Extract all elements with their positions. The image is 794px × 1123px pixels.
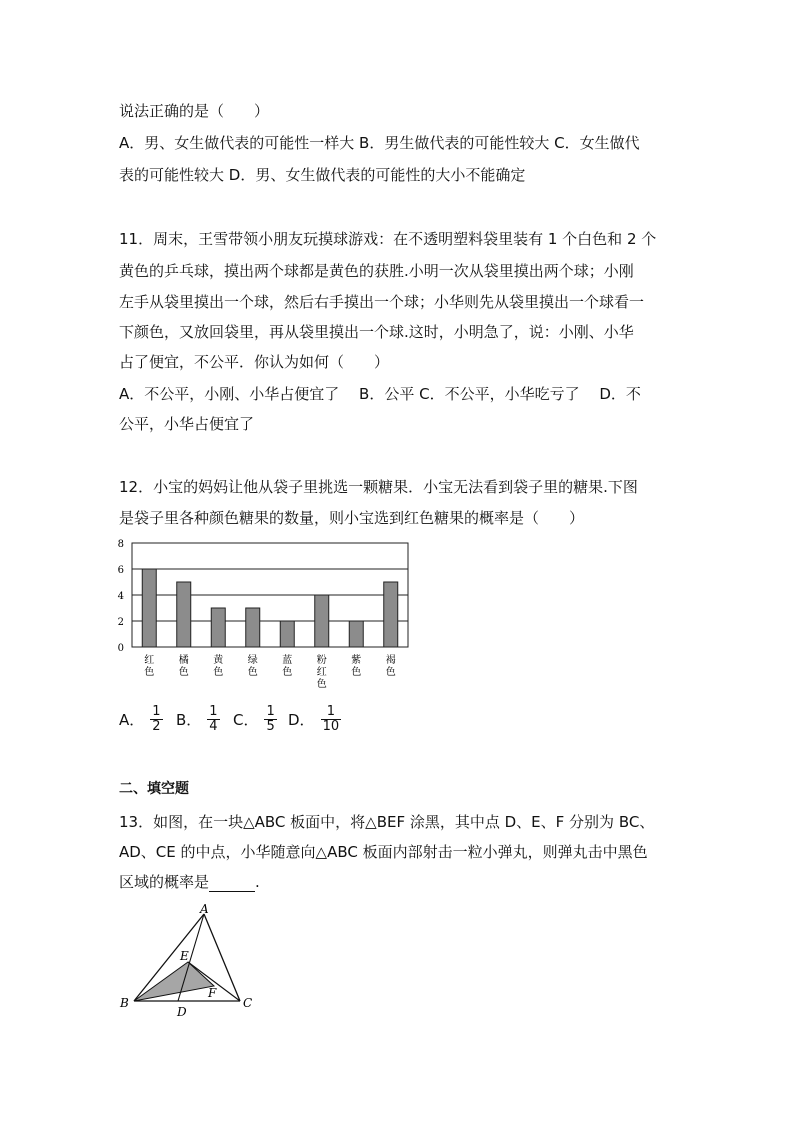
q11-line-1: 11．周末，王雪带领小朋友玩摸球游戏：在不透明塑料袋里装有 1 个白色和 2 个: [119, 230, 657, 248]
chart-x-tick-label: 色: [213, 667, 224, 678]
fraction: [207, 705, 219, 734]
fraction-numerator: 1: [321, 705, 342, 720]
chart-x-tick-label: 色: [178, 667, 189, 678]
label-d: D: [177, 1005, 187, 1019]
q11-line-2: 黄色的乒乓球，摸出两个球都是黄色的获胜.小明一次从袋里摸出两个球；小刚: [119, 262, 634, 280]
fraction-numerator: 1: [266, 704, 275, 719]
chart-bar: [384, 582, 398, 647]
q11-line-7: 公平，小华占便宜了: [119, 415, 255, 433]
fraction-numerator: 1: [152, 704, 161, 719]
chart-x-tick-label: 色: [385, 667, 396, 678]
chart-x-tick-label: 绿: [247, 655, 258, 666]
chart-x-tick-label: 紫: [351, 655, 362, 666]
candy-color-bar-chart: [112, 536, 422, 696]
option-label: D．: [288, 710, 315, 729]
chart-bar: [280, 621, 294, 647]
fraction: [264, 705, 276, 734]
chart-x-tick-label: 蓝: [282, 655, 293, 666]
chart-bar: [315, 595, 329, 647]
chart-bar: [246, 608, 260, 647]
chart-bars: [142, 569, 398, 647]
fraction-denominator: 5: [266, 719, 275, 734]
chart-x-tick-label: 色: [144, 667, 155, 678]
answer-blank: [209, 875, 255, 892]
q12-line-2: 是袋子里各种颜色糖果的数量，则小宝选到红色糖果的概率是（ ）: [119, 509, 585, 527]
q10-line-2: A．男、女生做代表的可能性一样大 B．男生做代表的可能性较大 C．女生做代: [119, 134, 640, 152]
chart-x-tick-label: 红: [316, 667, 327, 678]
fraction: [150, 705, 162, 734]
q13-line-3: [119, 872, 260, 892]
chart-x-tick-label: 红: [144, 655, 155, 666]
chart-y-tick-label: 4: [117, 591, 124, 602]
q10-line-1: 说法正确的是（ ）: [119, 102, 270, 120]
q13-line-2: AD、CE 的中点，小华随意向△ABC 板面内部射击一粒小弹丸，则弹丸击中黑色: [119, 843, 648, 861]
q12-option-a: [119, 705, 165, 734]
label-a: A: [200, 902, 209, 916]
option-label: C．: [233, 710, 259, 729]
chart-y-tick-label: 0: [117, 643, 124, 654]
q13-line-3-text: 区域的概率是: [119, 873, 210, 891]
q12-option-c: [233, 705, 279, 734]
chart-x-tick-label: 色: [351, 667, 362, 678]
chart-y-tick-label: 2: [117, 617, 124, 628]
label-e: E: [180, 949, 189, 963]
fraction-denominator: 2: [152, 719, 161, 734]
label-c: C: [243, 996, 253, 1010]
fraction-numerator: 1: [209, 704, 218, 719]
fraction: [321, 705, 342, 734]
option-label: A．: [119, 710, 145, 729]
shaded-triangle-bef: [134, 962, 214, 1001]
chart-x-tick-label: 色: [247, 667, 258, 678]
chart-x-tick-label: 黄: [213, 655, 224, 666]
section-title: 二、填空题: [119, 781, 189, 797]
chart-grid: [132, 543, 408, 647]
q12-option-d: [288, 705, 343, 734]
chart-y-tick-label: 8: [117, 539, 124, 550]
q12-option-b: [176, 705, 222, 734]
chart-x-tick-label: 褐: [385, 655, 396, 666]
q10-line-3: 表的可能性较大 D．男、女生做代表的可能性的大小不能确定: [119, 166, 526, 184]
chart-y-tick-labels: [118, 539, 124, 654]
chart-bar: [142, 569, 156, 647]
q11-line-5: 占了便宜，不公平．你认为如何（ ）: [119, 353, 390, 371]
chart-x-tick-label: 橘: [178, 655, 189, 666]
triangle-abc-figure: [112, 900, 272, 1020]
label-b: B: [120, 996, 129, 1010]
q11-line-4: 下颜色，又放回袋里，再从袋里摸出一个球.这时，小明急了，说：小刚、小华: [119, 323, 634, 341]
q11-line-3: 左手从袋里摸出一个球，然后右手摸出一个球；小华则先从袋里摸出一个球看一: [119, 293, 645, 311]
fraction-denominator: 4: [209, 719, 218, 734]
q13-line-1: 13．如图，在一块△ABC 板面中，将△BEF 涂黑，其中点 D、E、F 分别为 BC、: [119, 813, 655, 831]
chart-bar: [211, 608, 225, 647]
label-f: F: [208, 986, 217, 1000]
q11-line-6: A．不公平，小刚、小华占便宜了 B．公平 C．不公平，小华吃亏了 D．不: [119, 385, 641, 403]
chart-x-tick-labels: [144, 653, 396, 690]
q13-line-3-end: .: [255, 873, 260, 891]
fraction-denominator: 10: [322, 719, 340, 734]
chart-bar: [349, 621, 363, 647]
chart-x-tick-label: 色: [316, 679, 327, 690]
option-label: B．: [176, 710, 202, 729]
chart-y-tick-label: 6: [117, 565, 124, 576]
chart-x-tick-label: 粉: [316, 655, 327, 666]
q12-line-1: 12．小宝的妈妈让他从袋子里挑选一颗糖果．小宝无法看到袋子里的糖果.下图: [119, 478, 638, 496]
chart-bar: [177, 582, 191, 647]
chart-x-tick-label: 色: [282, 667, 293, 678]
